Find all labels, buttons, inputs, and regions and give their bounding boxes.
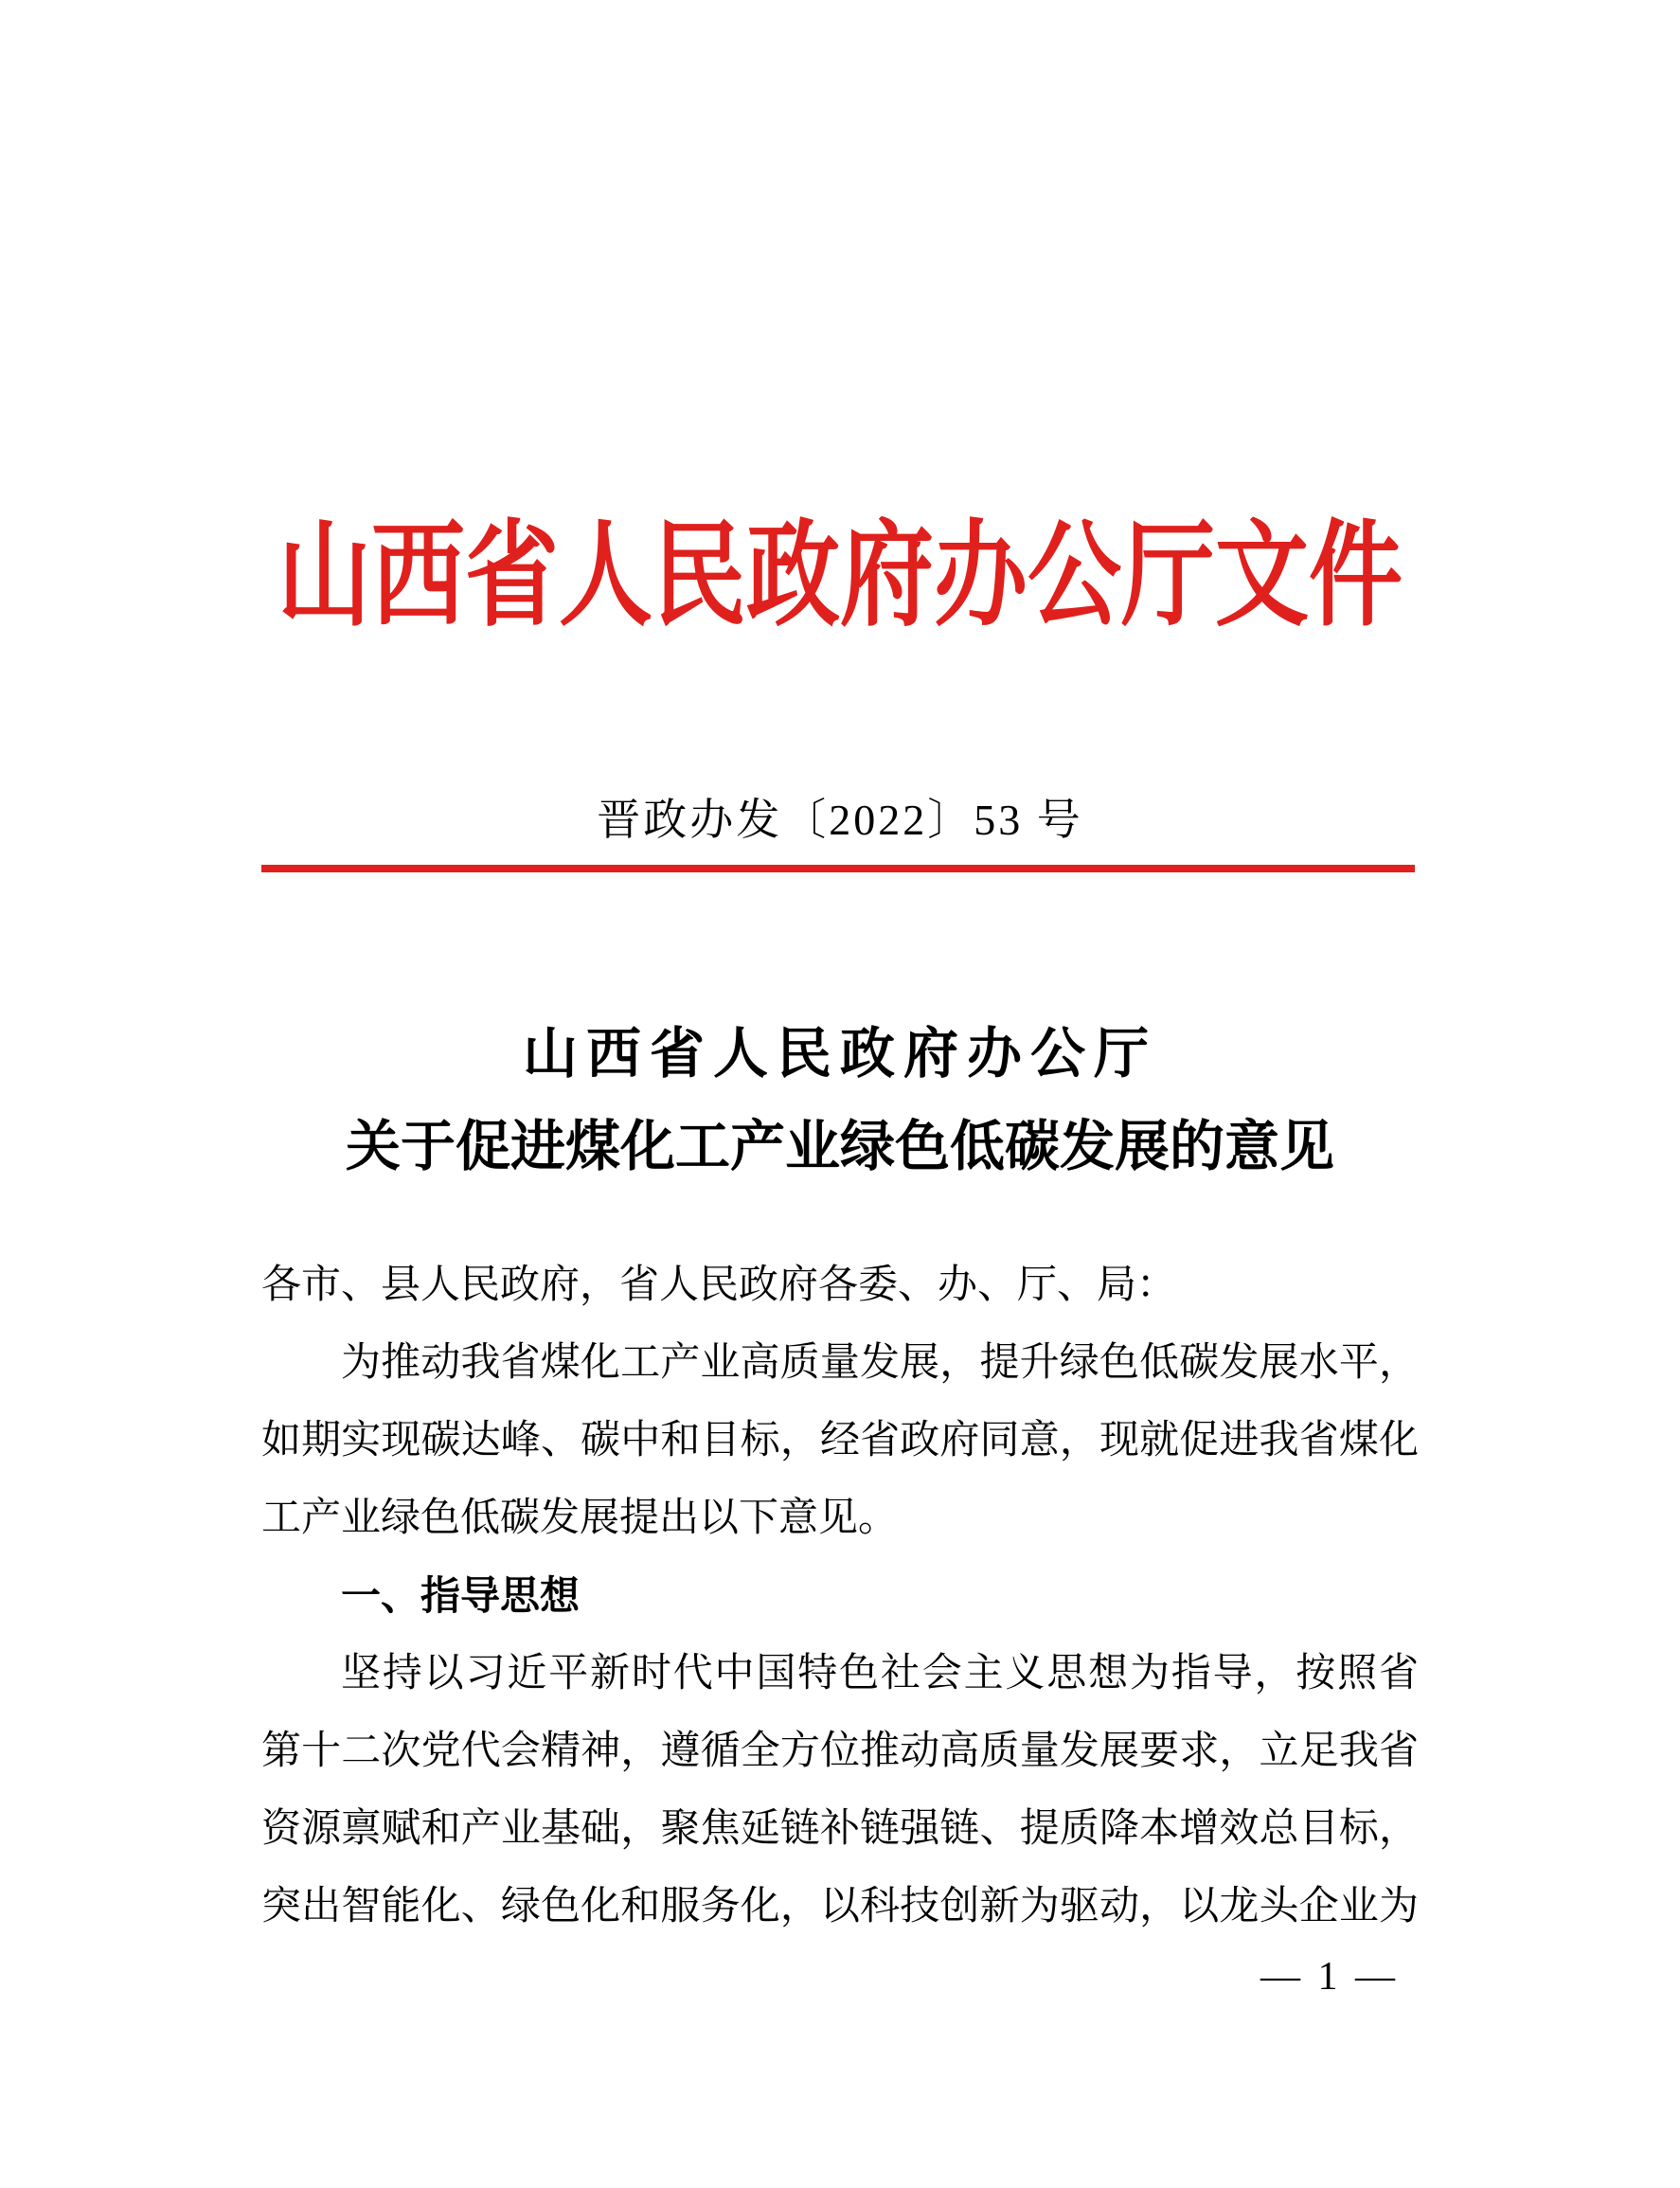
- document-body: [261, 1246, 1419, 1946]
- page-number: — 1 —: [1260, 1955, 1399, 1999]
- document-title-line-1: 山西省人民政府办公厅: [522, 1023, 1157, 1085]
- body-line: 工产业绿色低碳发展提出以下意见。: [261, 1497, 899, 1540]
- document-number: 晋政办发〔2022〕53 号: [597, 796, 1083, 844]
- body-line: 资源禀赋和产业基础，聚焦延链补链强链、提质降本增效总目标，: [261, 1807, 1419, 1851]
- body-line: 如期实现碳达峰、碳中和目标，经省政府同意，现就促进我省煤化: [261, 1419, 1419, 1462]
- body-line: 坚持以习近平新时代中国特色社会主义思想为指导，按照省: [341, 1652, 1419, 1695]
- body-line: 第十二次党代会精神，遵循全方位推动高质量发展要求，立足我省: [261, 1730, 1419, 1773]
- document-title-line-2: 关于促进煤化工产业绿色低碳发展的意见: [345, 1116, 1334, 1177]
- salutation-line: 各市、县人民政府，省人民政府各委、办、厅、局：: [261, 1264, 1177, 1307]
- red-divider-rule: [261, 865, 1415, 872]
- red-masthead-title: 山西省人民政府办公厅文件: [277, 513, 1403, 640]
- body-line: 为推动我省煤化工产业高质量发展，提升绿色低碳发展水平，: [341, 1341, 1419, 1385]
- section-heading: 一、指导思想: [341, 1573, 581, 1618]
- body-line: 突出智能化、绿色化和服务化，以科技创新为驱动，以龙头企业为: [261, 1885, 1419, 1928]
